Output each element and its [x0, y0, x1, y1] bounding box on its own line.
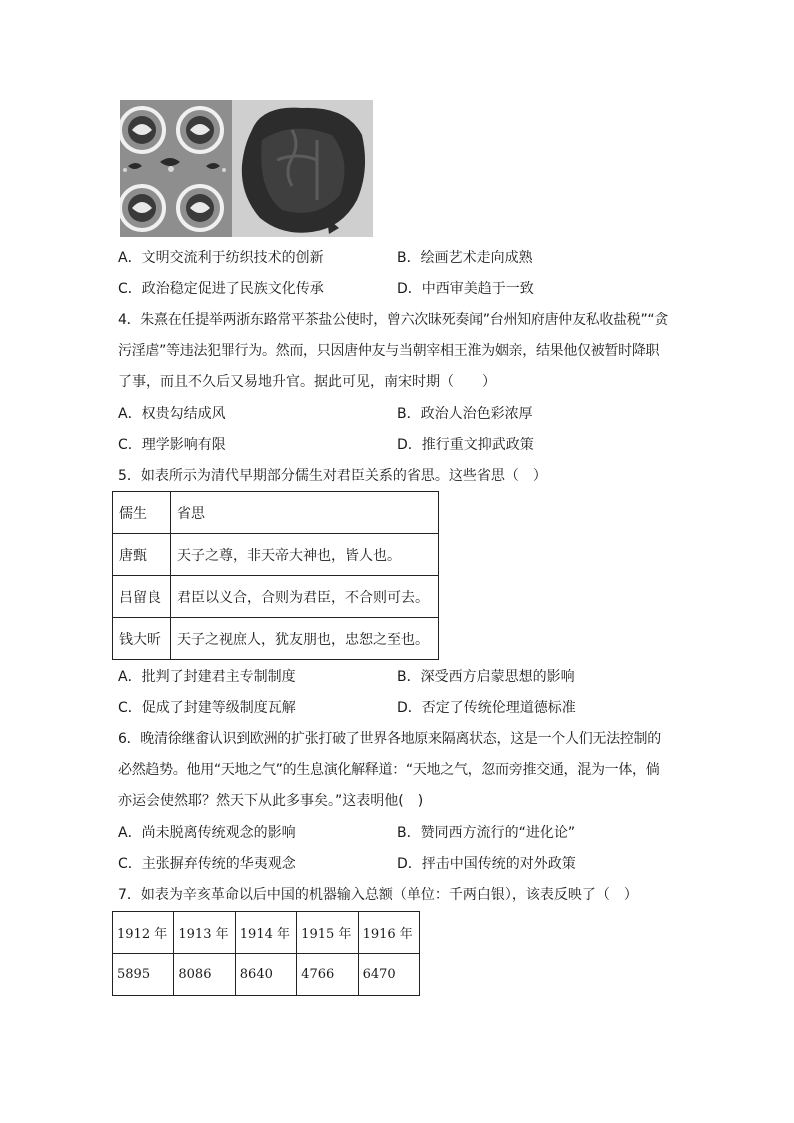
q4-option-d: D．推行重文抑武政策 — [397, 437, 534, 453]
table-cell: 1913 年 — [174, 912, 235, 954]
q7-table — [112, 911, 420, 996]
q3-option-b: B．绘画艺术走向成熟 — [397, 250, 533, 266]
table-cell: 1916 年 — [358, 912, 419, 954]
q4-stem-line: 4．朱熹在任提举两浙东路常平茶盐公使时，曾六次昧死奏闻”台州知府唐仲友私收盐税”“贪 — [118, 312, 669, 328]
table-cell: 儒生 — [113, 492, 171, 534]
table-cell: 唐甄 — [113, 534, 171, 576]
q6-stem-line: 6．晚清徐继畬认识到欧洲的扩张打破了世界各地原来隔离状态，这是一个人们无法控制的 — [118, 731, 661, 747]
table-cell: 1914 年 — [235, 912, 296, 954]
q6-option-a: A．尚未脱离传统观念的影响 — [118, 825, 296, 841]
table-row — [113, 954, 420, 996]
q3-option-d: D．中西审美趋于一致 — [397, 281, 534, 297]
table-cell: 4766 — [297, 954, 358, 996]
table-cell: 1915 年 — [297, 912, 358, 954]
table-row — [113, 492, 439, 534]
q6-stem-line: 亦运会使然耶？然天下从此多事矣。”这表明他( ) — [118, 793, 424, 809]
q5-option-a: A．批判了封建君主专制制度 — [118, 669, 296, 685]
q4-option-c: C．理学影响有限 — [118, 437, 226, 453]
table-cell: 8640 — [235, 954, 296, 996]
q5-option-b: B．深受西方启蒙思想的影响 — [397, 669, 575, 685]
table-cell: 吕留良 — [113, 576, 171, 618]
table-cell: 6470 — [358, 954, 419, 996]
table-row — [113, 534, 439, 576]
table-cell: 省思 — [171, 492, 439, 534]
table-cell: 君臣以义合，合则为君臣，不合则可去。 — [171, 576, 439, 618]
q4-stem-line: 了事，而且不久后又易地升官。据此可见，南宋时期（ ） — [118, 374, 496, 390]
q6-option-b: B．赞同西方流行的“进化论” — [397, 825, 576, 841]
dark-fabric-fragment-image — [232, 100, 373, 237]
q6-stem-line: 必然趋势。他用“天地之气”的生息演化解释道：“天地之气，忽而旁推交通，混为一体，倘 — [118, 762, 660, 778]
table-cell: 1912 年 — [113, 912, 174, 954]
q7-stem: 7．如表为辛亥革命以后中国的机器输入总额（单位：千两白银），该表反映了（ ） — [118, 887, 638, 903]
q6-option-d: D．抨击中国传统的对外政策 — [397, 856, 576, 872]
table-row — [113, 912, 420, 954]
patterned-brocade-image — [120, 100, 232, 237]
q3-option-c: C．政治稳定促进了民族文化传承 — [118, 281, 324, 297]
q5-option-d: D．否定了传统伦理道德标准 — [397, 700, 576, 716]
table-cell: 钱大昕 — [113, 618, 171, 660]
q3-option-a: A．文明交流利于纺织技术的创新 — [118, 250, 324, 266]
table-cell: 天子之视庶人，犹友朋也，忠恕之至也。 — [171, 618, 439, 660]
q4-option-a: A．权贵勾结成风 — [118, 406, 226, 422]
q6-stem — [118, 724, 678, 817]
q4-stem — [118, 305, 678, 398]
table-row — [113, 618, 439, 660]
table-cell: 8086 — [174, 954, 235, 996]
q5-option-c: C．促成了封建等级制度瓦解 — [118, 700, 296, 716]
q5-table — [112, 491, 439, 660]
table-row — [113, 576, 439, 618]
textile-images — [120, 100, 374, 237]
q5-stem: 5．如表所示为清代早期部分儒生对君臣关系的省思。这些省思（ ） — [118, 468, 547, 484]
q6-option-c: C．主张摒弃传统的华夷观念 — [118, 856, 296, 872]
q4-option-b: B．政治人治色彩浓厚 — [397, 406, 533, 422]
q4-stem-line: 污淫虐”等违法犯罪行为。然而，只因唐仲友与当朝宰相王淮为姻亲，结果他仅被暂时降职 — [118, 343, 660, 359]
table-cell: 5895 — [113, 954, 174, 996]
table-cell: 天子之尊，非天帝大神也，皆人也。 — [171, 534, 439, 576]
